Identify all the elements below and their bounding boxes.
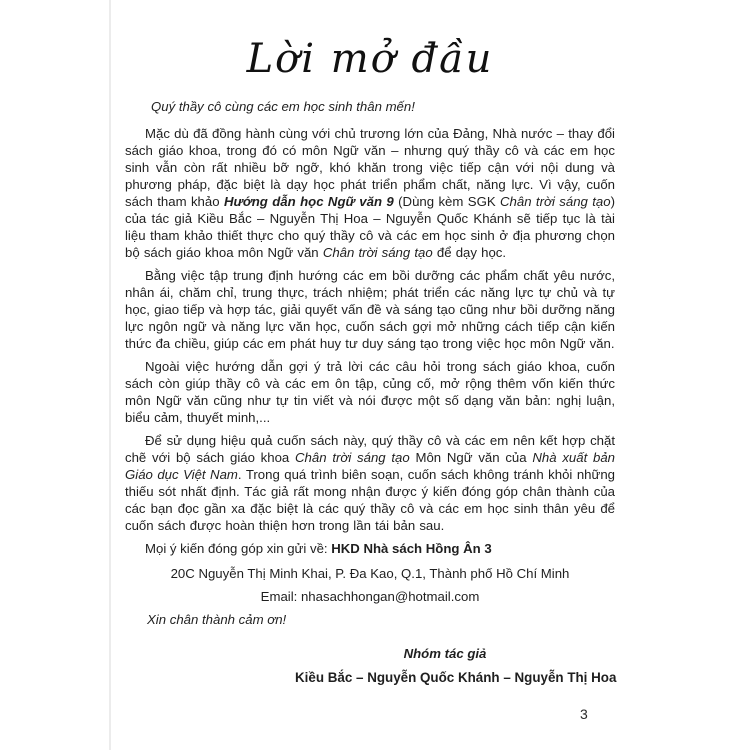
para-guidance	[125, 358, 615, 426]
page-content	[125, 30, 615, 685]
contact-line	[125, 540, 615, 557]
text-segment: Để sử dụng hiệu quả cuốn sách này, quý thầy cô và các em nên kết hợp chặt chẽ với bộ sách giáo khoa	[125, 433, 615, 465]
text-segment: Mặc dù đã đồng hành cùng với chủ trương lớn của Đảng, Nhà nước – thay đổi sách giáo khoa, trong đó có môn Ngữ văn – nhưng quý thầy cô và các em học sinh vẫn còn rất nhiều bỡ ngỡ, khó khăn trong việc tiếp cận với nội dung và phương pháp, đặc biệt là dạy học phát triển phẩm chất, năng lực. Vì vậy, cuốn sách tham khảo	[125, 126, 615, 209]
para-qualities	[125, 267, 615, 352]
para-usage-feedback	[125, 432, 615, 534]
text-segment: (Dùng kèm SGK	[393, 194, 501, 209]
body-paragraphs	[125, 125, 615, 534]
author-names: Kiều Bắc – Nguyễn Quốc Khánh – Nguyễn Thị Hoa	[295, 670, 617, 685]
email-line: Email: nhasachhongan@hotmail.com	[260, 589, 480, 604]
text-segment: Bằng việc tập trung định hướng các em bồi dưỡng các phẩm chất yêu nước, nhân ái, chăm chỉ, trung thực, trách nhiệm; phát triển các năng lực tự chủ và tự học, giao tiếp và hợp tác, giải quyết vấn đề và sáng tạo cũng như bồi dưỡng năng lực ngôn ngữ và năng lực văn học, cuốn sách gợi mở những cách tiếp cận kiến thức đa chiều, giúp các em phát huy tư duy sáng tạo trong việc học môn Ngữ văn.	[125, 268, 615, 351]
text-segment: Nhà xuất bản Giáo dục Việt Nam	[125, 450, 616, 482]
greeting-line: Quý thầy cô cùng các em học sinh thân mến!	[151, 99, 415, 114]
thanks-line: Xin chân thành cảm ơn!	[147, 612, 287, 627]
text-segment: Chân trời sáng tạo	[322, 245, 433, 260]
contact-intro-text: Mọi ý kiến đóng góp xin gửi về:	[145, 541, 332, 556]
page-number: 3	[580, 706, 588, 722]
page-title: Lời mở đầu	[246, 36, 494, 82]
text-segment: . Trong quá trình biên soạn, cuốn sách không tránh khỏi những thiếu sót nhất định. Tác giả rất mong nhận được ý kiến đóng góp chân thành của các bạn đọc gần xa đặc biệt là các quý thầy cô và các em học sinh thân yêu để cuốn sách được hoàn thiện hơn trong lần tái bản sau.	[125, 467, 615, 533]
text-segment: để dạy học.	[432, 245, 507, 260]
author-group-label: Nhóm tác giả	[403, 646, 487, 661]
text-segment: Môn Ngữ văn của	[409, 450, 533, 465]
page-edge-shadow	[109, 0, 111, 750]
text-segment: Chân trời sáng tạo	[295, 450, 410, 465]
text-segment: Ngoài việc hướng dẫn gợi ý trả lời các câu hỏi trong sách giáo khoa, cuốn sách còn giúp thầy cô và các em ôn tập, củng cố, mở rộng thêm vốn kiến thức môn Ngữ văn cũng như tự tin viết và nói được một số dạng văn bản: nghị luận, biểu cảm, thuyết minh,...	[125, 359, 615, 425]
signature-block	[295, 646, 617, 685]
text-segment: Chân trời sáng tạo	[500, 194, 611, 209]
text-segment: Hướng dẫn học Ngữ văn 9	[223, 194, 394, 209]
para-intro-reform	[125, 125, 615, 261]
store-name: HKD Nhà sách Hồng Ân 3	[331, 541, 492, 556]
address-line: 20C Nguyễn Thị Minh Khai, P. Đa Kao, Q.1, Thành phố Hồ Chí Minh	[170, 566, 570, 581]
text-segment: ) của tác giả Kiều Bắc – Nguyễn Thị Hoa – Nguyễn Quốc Khánh sẽ tiếp tục là tài liệu tham khảo thiết thực cho quý thầy cô và các em học sinh ở địa phương chọn bộ sách giáo khoa môn Ngữ văn	[125, 194, 616, 260]
